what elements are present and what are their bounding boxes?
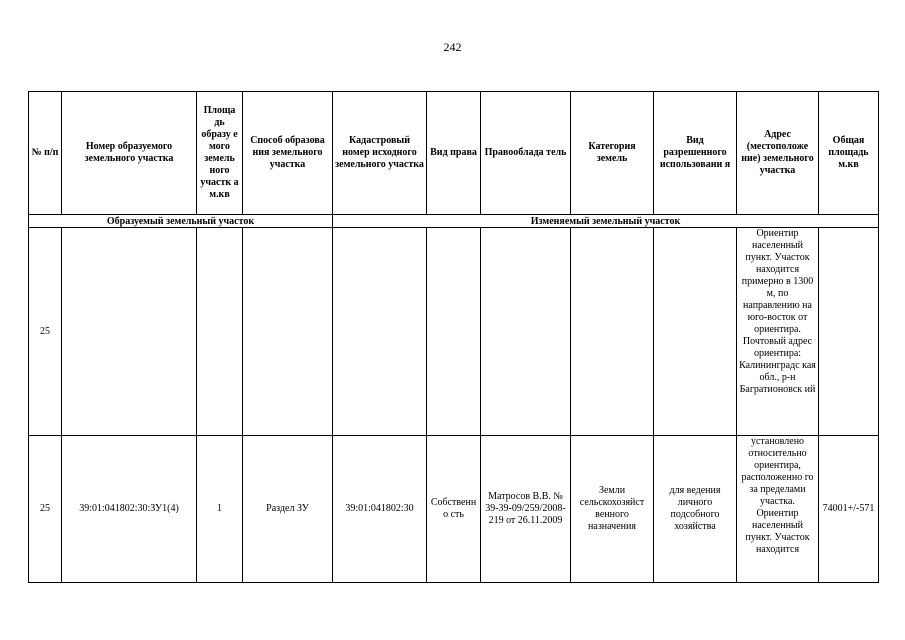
- cell-num: 25: [29, 228, 62, 436]
- cell-category: [571, 228, 654, 436]
- header-permitted-use: Вид разрешенного использовани я: [654, 92, 737, 215]
- cell-num: 25: [29, 436, 62, 583]
- header-formation-method: Способ образова ния земельного участка: [243, 92, 333, 215]
- cell-parcel: 39:01:041802:30:ЗУ1(4): [62, 436, 197, 583]
- header-right-type: Вид права: [427, 92, 481, 215]
- cell-total: 74001+/-571: [819, 436, 879, 583]
- cell-use: [654, 228, 737, 436]
- header-source-cadastral: Кадастровый номер исходного земельного участка: [333, 92, 427, 215]
- cell-right: Собственно сть: [427, 436, 481, 583]
- table-row: [29, 436, 879, 583]
- cell-cadastral: [333, 228, 427, 436]
- header-num: № п/п: [29, 92, 62, 215]
- section-formed-parcel: Образуемый земельный участок: [29, 215, 333, 228]
- cell-right: [427, 228, 481, 436]
- header-parcel-number: Номер образуемого земельного участка: [62, 92, 197, 215]
- cell-address: установлено относительно ориентира, расположенно го за пределами участка. Ориентир населенный пункт. Участок находится: [737, 436, 819, 583]
- header-row: [29, 92, 879, 215]
- cell-cadastral: 39:01:041802:30: [333, 436, 427, 583]
- cell-method: Раздел ЗУ: [243, 436, 333, 583]
- section-row: [29, 215, 879, 228]
- cell-parcel: [62, 228, 197, 436]
- section-changed-parcel: Изменяемый земельный участок: [333, 215, 879, 228]
- header-owner: Правооблада тель: [481, 92, 571, 215]
- cell-owner: Матросов В.В. № 39-39-09/259/2008-219 от 26.11.2009: [481, 436, 571, 583]
- cell-total: [819, 228, 879, 436]
- cell-category: Земли сельскохозяйст венного назначения: [571, 436, 654, 583]
- land-parcels-table: [28, 91, 879, 583]
- cell-area: 1: [197, 436, 243, 583]
- header-land-category: Категория земель: [571, 92, 654, 215]
- header-address: Адрес (местоположе ние) земельного участка: [737, 92, 819, 215]
- cell-use: для ведения личного подсобного хозяйства: [654, 436, 737, 583]
- cell-address: Ориентир населенный пункт. Участок находится примерно в 1300 м, по направлению на юго-восток от ориентира. Почтовый адрес ориентира: Калининградс кая обл., р-н Багратионовск ий: [737, 228, 819, 436]
- header-total-area: Общая площадь м.кв: [819, 92, 879, 215]
- cell-method: [243, 228, 333, 436]
- table-row: [29, 228, 879, 436]
- page-number: 242: [443, 40, 462, 54]
- cell-owner: [481, 228, 571, 436]
- cell-area: [197, 228, 243, 436]
- header-area: Площа дь образу е мого земель ного участк а м.кв: [197, 92, 243, 215]
